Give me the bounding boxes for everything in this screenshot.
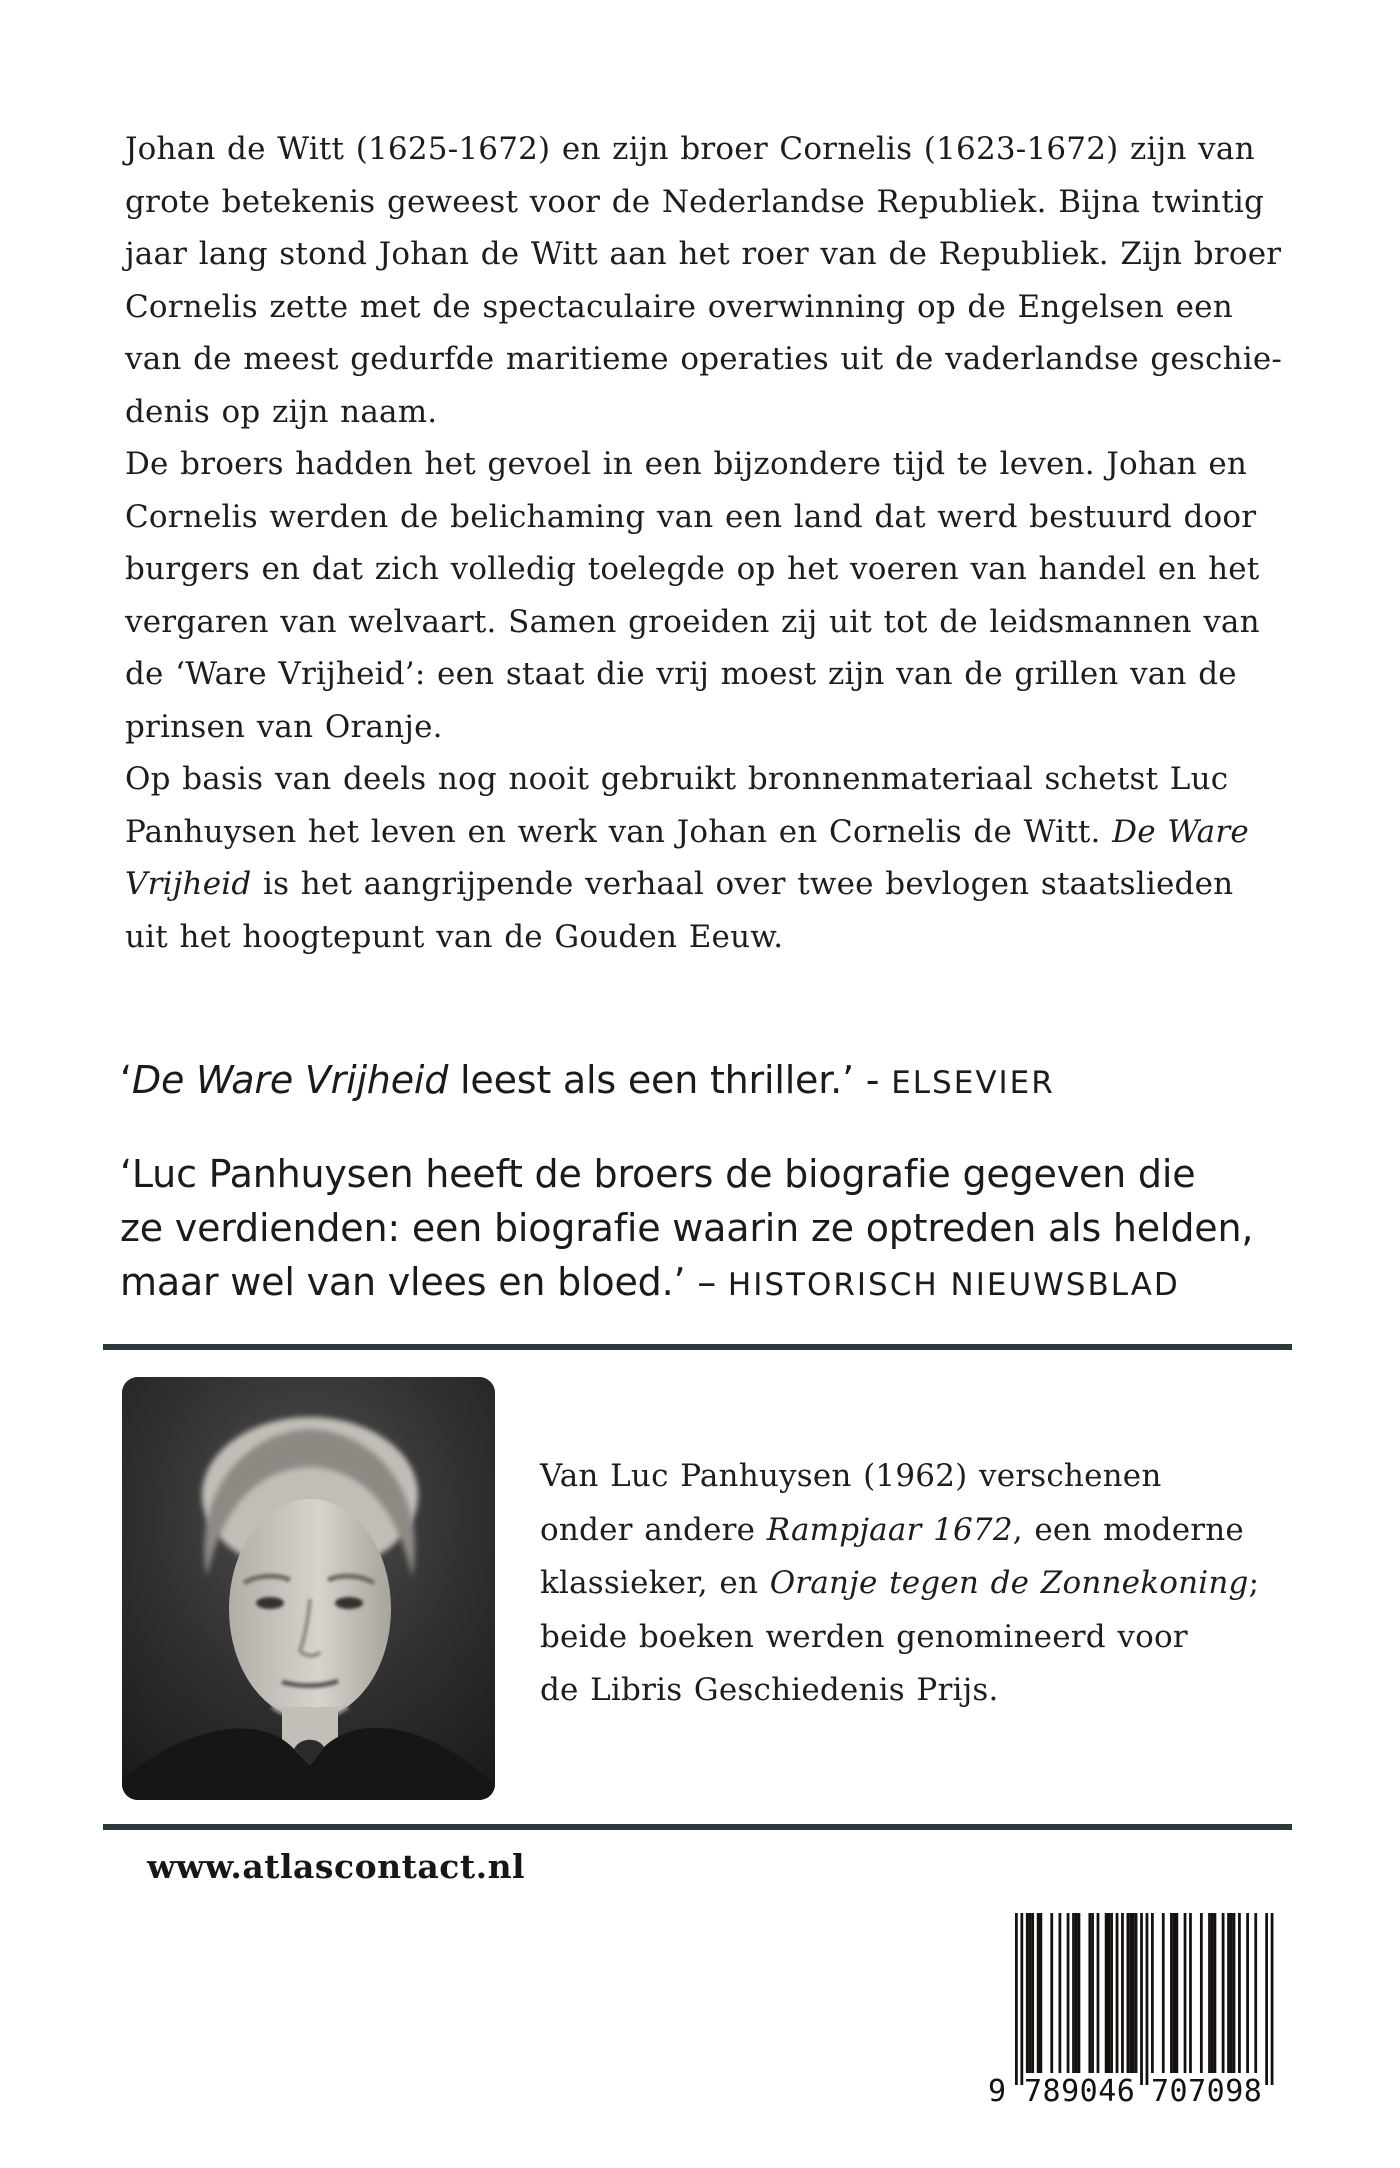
text-line: ze verdienden: een biografie waarin ze optreden als helden, xyxy=(120,1206,1254,1250)
text-line: ‘De Ware Vrijheid leest als een thriller.’ - ELSEVIER xyxy=(120,1058,1055,1102)
text-line: prinsen van Oranje. xyxy=(125,708,443,745)
text-line: Vrijheid is het aangrijpende verhaal over twee bevlogen staatslieden xyxy=(125,866,1234,902)
text-line: ‘Luc Panhuysen heeft de broers de biografie gegeven die xyxy=(120,1152,1196,1196)
text-line: maar wel van vlees en bloed.’ – HISTORISCH NIEUWSBLAD xyxy=(120,1260,1180,1304)
author-photo xyxy=(122,1377,495,1800)
text-line: jaar lang stond Johan de Witt aan het roer van de Republiek. Zijn broer xyxy=(125,236,1282,272)
text-line: Van Luc Panhuysen (1962) verschenen xyxy=(540,1458,1162,1494)
text-line: de Libris Geschiedenis Prijs. xyxy=(540,1672,999,1708)
barcode-left-digits: 789046 xyxy=(1024,2074,1136,2109)
text-line: van de meest gedurfde maritieme operaties uit de vaderlandse geschie- xyxy=(125,341,1283,377)
text-line: uit het hoogtepunt van de Gouden Eeuw. xyxy=(125,918,784,955)
text-line: de ‘Ware Vrijheid’: een staat die vrij moest zijn van de grillen van de xyxy=(125,656,1237,692)
publisher-website: www.atlascontact.nl xyxy=(147,1847,526,1886)
barcode-right-digits: 707098 xyxy=(1151,2074,1263,2109)
text-line: Cornelis werden de belichaming van een land dat werd bestuurd door xyxy=(125,498,1257,535)
text-line: grote betekenis geweest voor de Nederlandse Republiek. Bijna twintig xyxy=(125,183,1265,220)
press-quote-elsevier xyxy=(120,1053,1320,1110)
barcode xyxy=(988,1913,1288,2113)
text-line: Op basis van deels nog nooit gebruikt bronnenmateriaal schetst Luc xyxy=(125,761,1229,797)
author-portrait-illustration xyxy=(122,1377,495,1800)
text-line: Cornelis zette met de spectaculaire overwinning op de Engelsen een xyxy=(125,288,1233,325)
text-line: vergaren van welvaart. Samen groeiden zij uit tot de leidsmannen van xyxy=(125,603,1260,640)
press-quote-historisch-nieuwsblad xyxy=(120,1147,1320,1312)
quote-source: ELSEVIER xyxy=(891,1065,1055,1101)
text-line: Johan de Witt (1625-1672) en zijn broer Cornelis (1623-1672) zijn van xyxy=(125,131,1255,167)
text-line: klassieker, en Oranje tegen de Zonnekoning; xyxy=(540,1565,1260,1601)
text-line: De broers hadden het gevoel in een bijzondere tijd te leven. Johan en xyxy=(125,446,1248,482)
divider-top xyxy=(103,1344,1292,1350)
author-bio xyxy=(540,1450,1330,1718)
book-description xyxy=(125,123,1305,963)
barcode-lead-digit: 9 xyxy=(988,2074,1007,2109)
text-line: denis op zijn naam. xyxy=(125,393,438,430)
barcode-bars xyxy=(1015,1913,1274,2085)
text-line: beide boeken werden genomineerd voor xyxy=(540,1618,1188,1655)
text-line: burgers en dat zich volledig toelegde op het voeren van handel en het xyxy=(125,551,1260,587)
text-line: Panhuysen het leven en werk van Johan en Cornelis de Witt. De Ware xyxy=(125,813,1249,850)
text-line: onder andere Rampjaar 1672, een moderne xyxy=(540,1511,1244,1548)
quote-source: HISTORISCH NIEUWSBLAD xyxy=(727,1267,1180,1303)
divider-bottom xyxy=(103,1824,1292,1830)
